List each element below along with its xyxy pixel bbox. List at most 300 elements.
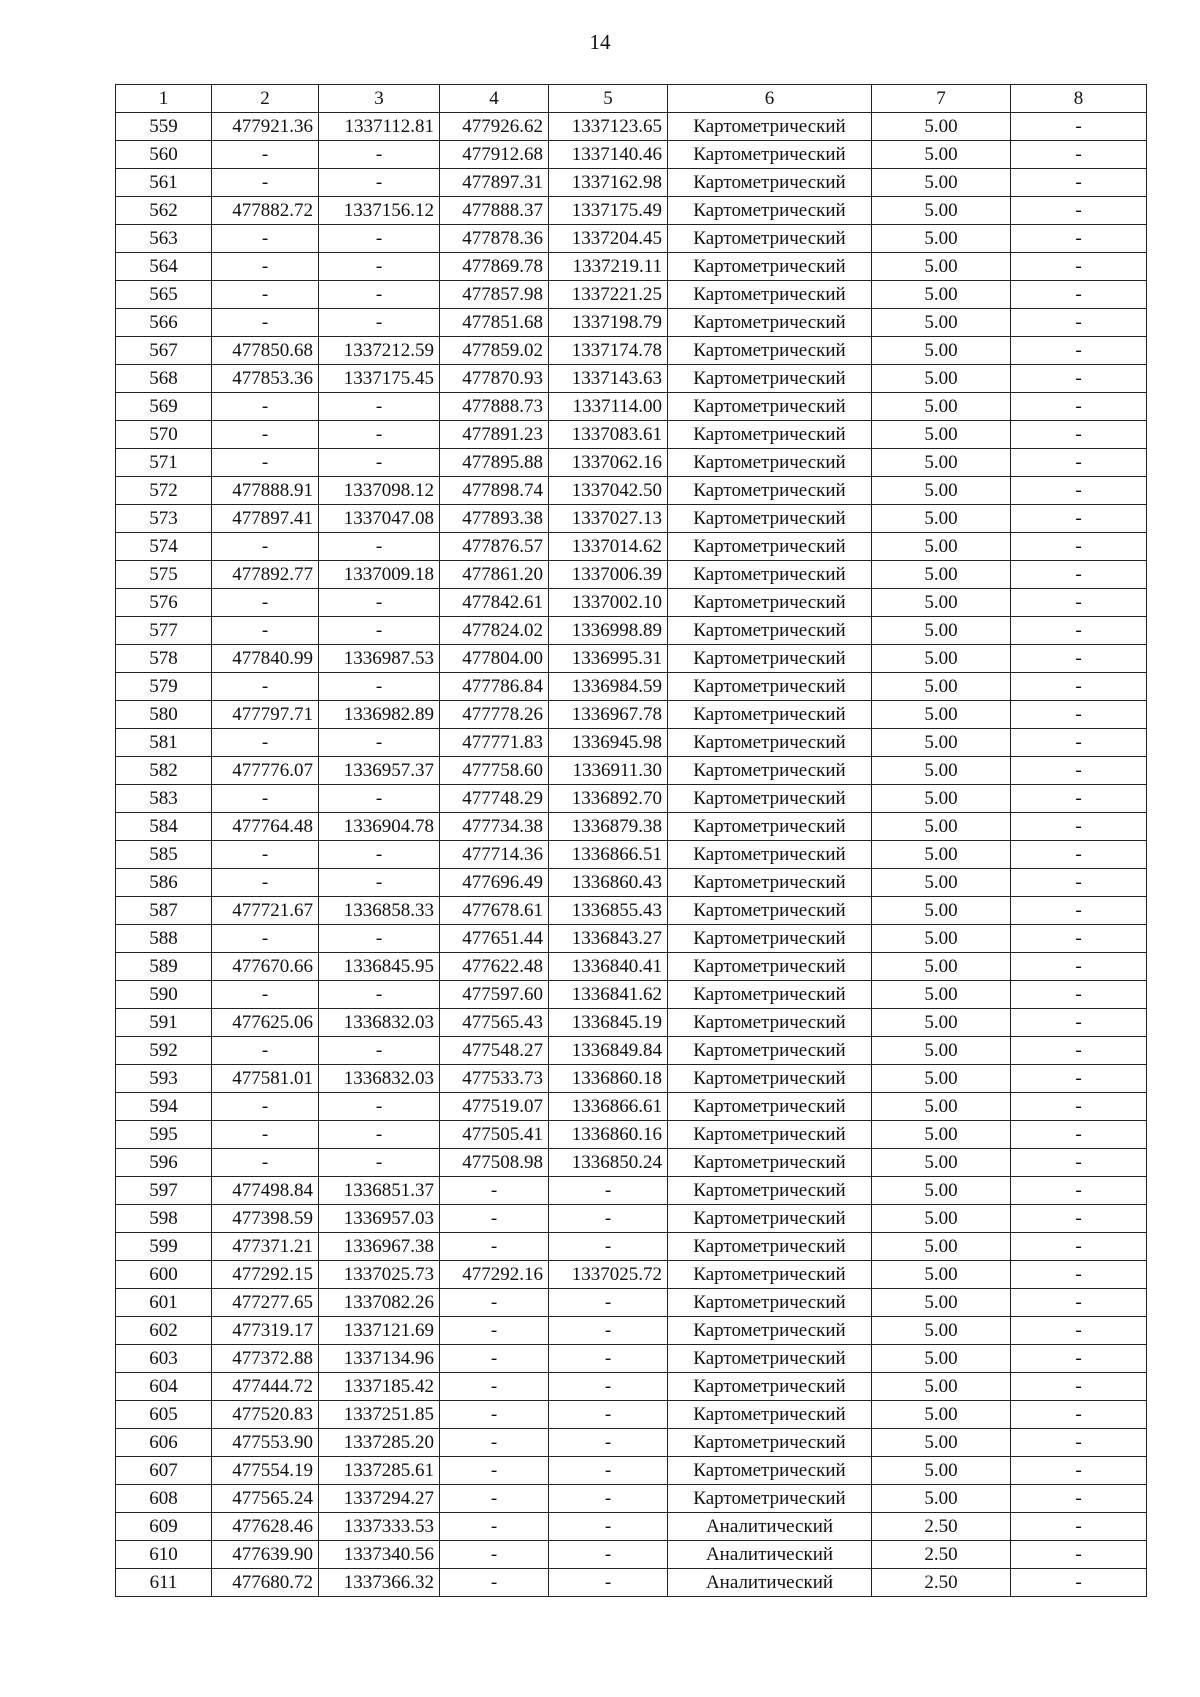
x-coordinate-cell: 477771.83 <box>440 729 549 757</box>
point-number-cell: 563 <box>116 225 212 253</box>
table-row <box>116 757 1147 785</box>
x-coordinate-cell: 477898.74 <box>440 477 549 505</box>
x-coordinate-cell: 477840.99 <box>212 645 319 673</box>
accuracy-cell: 5.00 <box>872 253 1011 281</box>
note-cell: - <box>1011 225 1147 253</box>
table-row <box>116 589 1147 617</box>
note-cell: - <box>1011 449 1147 477</box>
point-number-cell: 570 <box>116 421 212 449</box>
method-cell: Картометрический <box>668 785 872 813</box>
y-coordinate-cell: 1337143.63 <box>549 365 668 393</box>
accuracy-cell: 5.00 <box>872 1065 1011 1093</box>
x-coordinate-cell: - <box>212 1037 319 1065</box>
note-cell: - <box>1011 533 1147 561</box>
y-coordinate-cell: 1337185.42 <box>319 1373 440 1401</box>
x-coordinate-cell: 477778.26 <box>440 701 549 729</box>
table-row <box>116 813 1147 841</box>
x-coordinate-cell: 477565.43 <box>440 1009 549 1037</box>
column-header: 1 <box>116 85 212 113</box>
accuracy-cell: 5.00 <box>872 197 1011 225</box>
note-cell: - <box>1011 757 1147 785</box>
y-coordinate-cell: - <box>549 1513 668 1541</box>
x-coordinate-cell: - <box>440 1457 549 1485</box>
method-cell: Картометрический <box>668 1401 872 1429</box>
x-coordinate-cell: - <box>440 1177 549 1205</box>
x-coordinate-cell: 477764.48 <box>212 813 319 841</box>
x-coordinate-cell: 477292.15 <box>212 1261 319 1289</box>
x-coordinate-cell: 477554.19 <box>212 1457 319 1485</box>
method-cell: Картометрический <box>668 897 872 925</box>
accuracy-cell: 5.00 <box>872 897 1011 925</box>
method-cell: Картометрический <box>668 1289 872 1317</box>
x-coordinate-cell: 477651.44 <box>440 925 549 953</box>
y-coordinate-cell: - <box>319 281 440 309</box>
y-coordinate-cell: - <box>319 981 440 1009</box>
y-coordinate-cell: 1337027.13 <box>549 505 668 533</box>
table-row <box>116 645 1147 673</box>
x-coordinate-cell: - <box>440 1317 549 1345</box>
accuracy-cell: 5.00 <box>872 309 1011 337</box>
point-number-cell: 610 <box>116 1541 212 1569</box>
point-number-cell: 568 <box>116 365 212 393</box>
note-cell: - <box>1011 141 1147 169</box>
y-coordinate-cell: - <box>319 589 440 617</box>
method-cell: Картометрический <box>668 673 872 701</box>
page-number: 14 <box>589 30 611 54</box>
note-cell: - <box>1011 1485 1147 1513</box>
table-row <box>116 1429 1147 1457</box>
accuracy-cell: 5.00 <box>872 1121 1011 1149</box>
y-coordinate-cell: - <box>319 841 440 869</box>
table-row <box>116 1009 1147 1037</box>
accuracy-cell: 5.00 <box>872 1457 1011 1485</box>
table-body <box>116 113 1147 1597</box>
y-coordinate-cell: 1336855.43 <box>549 897 668 925</box>
x-coordinate-cell: 477893.38 <box>440 505 549 533</box>
y-coordinate-cell: 1336843.27 <box>549 925 668 953</box>
x-coordinate-cell: - <box>212 729 319 757</box>
accuracy-cell: 5.00 <box>872 1037 1011 1065</box>
note-cell: - <box>1011 869 1147 897</box>
point-number-cell: 593 <box>116 1065 212 1093</box>
y-coordinate-cell: 1337014.62 <box>549 533 668 561</box>
note-cell: - <box>1011 365 1147 393</box>
note-cell: - <box>1011 785 1147 813</box>
y-coordinate-cell: 1337204.45 <box>549 225 668 253</box>
y-coordinate-cell: 1337156.12 <box>319 197 440 225</box>
method-cell: Картометрический <box>668 617 872 645</box>
y-coordinate-cell: 1336945.98 <box>549 729 668 757</box>
note-cell: - <box>1011 1401 1147 1429</box>
note-cell: - <box>1011 1569 1147 1597</box>
accuracy-cell: 5.00 <box>872 1233 1011 1261</box>
table-row <box>116 701 1147 729</box>
table-row <box>116 141 1147 169</box>
column-header: 8 <box>1011 85 1147 113</box>
y-coordinate-cell: - <box>319 785 440 813</box>
point-number-cell: 588 <box>116 925 212 953</box>
method-cell: Картометрический <box>668 813 872 841</box>
method-cell: Картометрический <box>668 1317 872 1345</box>
y-coordinate-cell: 1337174.78 <box>549 337 668 365</box>
accuracy-cell: 5.00 <box>872 617 1011 645</box>
accuracy-cell: 5.00 <box>872 813 1011 841</box>
y-coordinate-cell: 1337251.85 <box>319 1401 440 1429</box>
accuracy-cell: 2.50 <box>872 1513 1011 1541</box>
x-coordinate-cell: 477850.68 <box>212 337 319 365</box>
x-coordinate-cell: - <box>440 1205 549 1233</box>
x-coordinate-cell: 477628.46 <box>212 1513 319 1541</box>
y-coordinate-cell: 1336911.30 <box>549 757 668 785</box>
x-coordinate-cell: 477748.29 <box>440 785 549 813</box>
point-number-cell: 597 <box>116 1177 212 1205</box>
table-row <box>116 1317 1147 1345</box>
method-cell: Картометрический <box>668 561 872 589</box>
y-coordinate-cell: - <box>319 1093 440 1121</box>
note-cell: - <box>1011 169 1147 197</box>
note-cell: - <box>1011 617 1147 645</box>
y-coordinate-cell: 1336957.03 <box>319 1205 440 1233</box>
table-row <box>116 1065 1147 1093</box>
table-row <box>116 533 1147 561</box>
y-coordinate-cell: 1337162.98 <box>549 169 668 197</box>
point-number-cell: 580 <box>116 701 212 729</box>
table-row <box>116 1373 1147 1401</box>
y-coordinate-cell: - <box>319 729 440 757</box>
y-coordinate-cell: - <box>319 617 440 645</box>
table-row <box>116 421 1147 449</box>
method-cell: Аналитический <box>668 1569 872 1597</box>
note-cell: - <box>1011 1149 1147 1177</box>
method-cell: Картометрический <box>668 281 872 309</box>
x-coordinate-cell: - <box>212 925 319 953</box>
y-coordinate-cell: 1336850.24 <box>549 1149 668 1177</box>
table-row <box>116 1233 1147 1261</box>
method-cell: Картометрический <box>668 869 872 897</box>
x-coordinate-cell: - <box>212 533 319 561</box>
x-coordinate-cell: 477680.72 <box>212 1569 319 1597</box>
table-row <box>116 925 1147 953</box>
y-coordinate-cell: 1336984.59 <box>549 673 668 701</box>
method-cell: Картометрический <box>668 225 872 253</box>
table-row <box>116 169 1147 197</box>
point-number-cell: 595 <box>116 1121 212 1149</box>
note-cell: - <box>1011 1541 1147 1569</box>
y-coordinate-cell: 1337294.27 <box>319 1485 440 1513</box>
table-row <box>116 1485 1147 1513</box>
note-cell: - <box>1011 1317 1147 1345</box>
x-coordinate-cell: 477804.00 <box>440 645 549 673</box>
note-cell: - <box>1011 729 1147 757</box>
y-coordinate-cell: 1337083.61 <box>549 421 668 449</box>
table-row <box>116 1541 1147 1569</box>
y-coordinate-cell: 1337009.18 <box>319 561 440 589</box>
x-coordinate-cell: - <box>212 1149 319 1177</box>
table-row <box>116 197 1147 225</box>
note-cell: - <box>1011 1177 1147 1205</box>
note-cell: - <box>1011 701 1147 729</box>
table-row <box>116 729 1147 757</box>
table-row <box>116 337 1147 365</box>
method-cell: Картометрический <box>668 1233 872 1261</box>
note-cell: - <box>1011 813 1147 841</box>
y-coordinate-cell: - <box>549 1177 668 1205</box>
y-coordinate-cell: 1337123.65 <box>549 113 668 141</box>
table-row <box>116 477 1147 505</box>
table-row <box>116 897 1147 925</box>
accuracy-cell: 5.00 <box>872 1009 1011 1037</box>
method-cell: Картометрический <box>668 1037 872 1065</box>
x-coordinate-cell: 477565.24 <box>212 1485 319 1513</box>
method-cell: Картометрический <box>668 449 872 477</box>
point-number-cell: 577 <box>116 617 212 645</box>
point-number-cell: 591 <box>116 1009 212 1037</box>
note-cell: - <box>1011 1289 1147 1317</box>
note-cell: - <box>1011 393 1147 421</box>
table-row <box>116 981 1147 1009</box>
accuracy-cell: 5.00 <box>872 477 1011 505</box>
point-number-cell: 606 <box>116 1429 212 1457</box>
point-number-cell: 565 <box>116 281 212 309</box>
note-cell: - <box>1011 421 1147 449</box>
table-row <box>116 1261 1147 1289</box>
x-coordinate-cell: 477891.23 <box>440 421 549 449</box>
y-coordinate-cell: - <box>549 1233 668 1261</box>
point-number-cell: 605 <box>116 1401 212 1429</box>
y-coordinate-cell: - <box>319 869 440 897</box>
y-coordinate-cell: 1336982.89 <box>319 701 440 729</box>
x-coordinate-cell: 477678.61 <box>440 897 549 925</box>
y-coordinate-cell: - <box>319 309 440 337</box>
accuracy-cell: 5.00 <box>872 757 1011 785</box>
y-coordinate-cell: - <box>549 1429 668 1457</box>
accuracy-cell: 5.00 <box>872 449 1011 477</box>
method-cell: Картометрический <box>668 1261 872 1289</box>
y-coordinate-cell: 1336840.41 <box>549 953 668 981</box>
method-cell: Картометрический <box>668 141 872 169</box>
method-cell: Картометрический <box>668 981 872 1009</box>
accuracy-cell: 5.00 <box>872 337 1011 365</box>
table-row <box>116 253 1147 281</box>
point-number-cell: 584 <box>116 813 212 841</box>
y-coordinate-cell: - <box>319 393 440 421</box>
note-cell: - <box>1011 1205 1147 1233</box>
table-row <box>116 841 1147 869</box>
y-coordinate-cell: - <box>549 1401 668 1429</box>
y-coordinate-cell: 1337140.46 <box>549 141 668 169</box>
accuracy-cell: 5.00 <box>872 589 1011 617</box>
table-row <box>116 1345 1147 1373</box>
y-coordinate-cell: 1336892.70 <box>549 785 668 813</box>
method-cell: Картометрический <box>668 1485 872 1513</box>
point-number-cell: 592 <box>116 1037 212 1065</box>
accuracy-cell: 5.00 <box>872 533 1011 561</box>
x-coordinate-cell: - <box>212 617 319 645</box>
column-header: 2 <box>212 85 319 113</box>
note-cell: - <box>1011 253 1147 281</box>
x-coordinate-cell: 477897.31 <box>440 169 549 197</box>
point-number-cell: 582 <box>116 757 212 785</box>
method-cell: Картометрический <box>668 925 872 953</box>
method-cell: Картометрический <box>668 841 872 869</box>
x-coordinate-cell: 477548.27 <box>440 1037 549 1065</box>
y-coordinate-cell: 1336957.37 <box>319 757 440 785</box>
x-coordinate-cell: 477897.41 <box>212 505 319 533</box>
method-cell: Картометрический <box>668 1345 872 1373</box>
accuracy-cell: 5.00 <box>872 1345 1011 1373</box>
x-coordinate-cell: 477553.90 <box>212 1429 319 1457</box>
accuracy-cell: 5.00 <box>872 1289 1011 1317</box>
x-coordinate-cell: - <box>212 225 319 253</box>
y-coordinate-cell: 1337025.72 <box>549 1261 668 1289</box>
x-coordinate-cell: 477926.62 <box>440 113 549 141</box>
y-coordinate-cell: - <box>319 1037 440 1065</box>
accuracy-cell: 5.00 <box>872 953 1011 981</box>
note-cell: - <box>1011 113 1147 141</box>
point-number-cell: 571 <box>116 449 212 477</box>
y-coordinate-cell: 1336967.38 <box>319 1233 440 1261</box>
accuracy-cell: 5.00 <box>872 1177 1011 1205</box>
method-cell: Картометрический <box>668 477 872 505</box>
x-coordinate-cell: 477292.16 <box>440 1261 549 1289</box>
point-number-cell: 564 <box>116 253 212 281</box>
table-row <box>116 1093 1147 1121</box>
y-coordinate-cell: 1337002.10 <box>549 589 668 617</box>
table-row <box>116 281 1147 309</box>
x-coordinate-cell: 477824.02 <box>440 617 549 645</box>
x-coordinate-cell: - <box>440 1289 549 1317</box>
y-coordinate-cell: 1336845.95 <box>319 953 440 981</box>
x-coordinate-cell: 477842.61 <box>440 589 549 617</box>
y-coordinate-cell: 1336849.84 <box>549 1037 668 1065</box>
y-coordinate-cell: - <box>549 1569 668 1597</box>
y-coordinate-cell: - <box>549 1485 668 1513</box>
table-row <box>116 365 1147 393</box>
y-coordinate-cell: 1337006.39 <box>549 561 668 589</box>
accuracy-cell: 5.00 <box>872 925 1011 953</box>
table-row <box>116 617 1147 645</box>
x-coordinate-cell: 477888.37 <box>440 197 549 225</box>
y-coordinate-cell: 1337221.25 <box>549 281 668 309</box>
coordinates-table <box>115 84 1147 1597</box>
table-row <box>116 561 1147 589</box>
y-coordinate-cell: 1336832.03 <box>319 1009 440 1037</box>
x-coordinate-cell: 477857.98 <box>440 281 549 309</box>
table-row <box>116 1205 1147 1233</box>
x-coordinate-cell: - <box>440 1233 549 1261</box>
y-coordinate-cell: 1336860.16 <box>549 1121 668 1149</box>
y-coordinate-cell: 1337212.59 <box>319 337 440 365</box>
point-number-cell: 596 <box>116 1149 212 1177</box>
y-coordinate-cell: 1336832.03 <box>319 1065 440 1093</box>
x-coordinate-cell: - <box>440 1401 549 1429</box>
column-header: 3 <box>319 85 440 113</box>
x-coordinate-cell: 477398.59 <box>212 1205 319 1233</box>
accuracy-cell: 5.00 <box>872 785 1011 813</box>
x-coordinate-cell: - <box>212 393 319 421</box>
note-cell: - <box>1011 897 1147 925</box>
table-row <box>116 1289 1147 1317</box>
y-coordinate-cell: - <box>319 421 440 449</box>
column-header: 6 <box>668 85 872 113</box>
point-number-cell: 598 <box>116 1205 212 1233</box>
point-number-cell: 601 <box>116 1289 212 1317</box>
x-coordinate-cell: - <box>212 169 319 197</box>
x-coordinate-cell: 477498.84 <box>212 1177 319 1205</box>
method-cell: Картометрический <box>668 421 872 449</box>
x-coordinate-cell: 477797.71 <box>212 701 319 729</box>
table-row <box>116 1121 1147 1149</box>
accuracy-cell: 5.00 <box>872 561 1011 589</box>
x-coordinate-cell: - <box>212 981 319 1009</box>
y-coordinate-cell: 1337082.26 <box>319 1289 440 1317</box>
table-row <box>116 1401 1147 1429</box>
y-coordinate-cell: 1337042.50 <box>549 477 668 505</box>
x-coordinate-cell: - <box>440 1513 549 1541</box>
x-coordinate-cell: 477878.36 <box>440 225 549 253</box>
y-coordinate-cell: 1337175.45 <box>319 365 440 393</box>
accuracy-cell: 5.00 <box>872 701 1011 729</box>
x-coordinate-cell: 477639.90 <box>212 1541 319 1569</box>
method-cell: Картометрический <box>668 337 872 365</box>
point-number-cell: 569 <box>116 393 212 421</box>
x-coordinate-cell: 477519.07 <box>440 1093 549 1121</box>
x-coordinate-cell: 477758.60 <box>440 757 549 785</box>
y-coordinate-cell: 1337198.79 <box>549 309 668 337</box>
point-number-cell: 583 <box>116 785 212 813</box>
y-coordinate-cell: 1337098.12 <box>319 477 440 505</box>
x-coordinate-cell: 477870.93 <box>440 365 549 393</box>
point-number-cell: 566 <box>116 309 212 337</box>
method-cell: Картометрический <box>668 393 872 421</box>
accuracy-cell: 5.00 <box>872 1205 1011 1233</box>
note-cell: - <box>1011 1037 1147 1065</box>
x-coordinate-cell: 477625.06 <box>212 1009 319 1037</box>
note-cell: - <box>1011 1261 1147 1289</box>
table-row <box>116 673 1147 701</box>
accuracy-cell: 5.00 <box>872 673 1011 701</box>
table-row <box>116 1569 1147 1597</box>
note-cell: - <box>1011 1233 1147 1261</box>
point-number-cell: 567 <box>116 337 212 365</box>
y-coordinate-cell: 1336998.89 <box>549 617 668 645</box>
x-coordinate-cell: - <box>212 449 319 477</box>
y-coordinate-cell: 1337366.32 <box>319 1569 440 1597</box>
y-coordinate-cell: 1337121.69 <box>319 1317 440 1345</box>
note-cell: - <box>1011 925 1147 953</box>
x-coordinate-cell: 477888.91 <box>212 477 319 505</box>
point-number-cell: 576 <box>116 589 212 617</box>
note-cell: - <box>1011 1373 1147 1401</box>
method-cell: Картометрический <box>668 1065 872 1093</box>
point-number-cell: 562 <box>116 197 212 225</box>
table-row <box>116 869 1147 897</box>
x-coordinate-cell: 477277.65 <box>212 1289 319 1317</box>
y-coordinate-cell: - <box>319 673 440 701</box>
note-cell: - <box>1011 477 1147 505</box>
accuracy-cell: 5.00 <box>872 421 1011 449</box>
x-coordinate-cell: 477776.07 <box>212 757 319 785</box>
method-cell: Картометрический <box>668 1093 872 1121</box>
y-coordinate-cell: - <box>549 1541 668 1569</box>
y-coordinate-cell: - <box>319 253 440 281</box>
accuracy-cell: 5.00 <box>872 645 1011 673</box>
x-coordinate-cell: 477372.88 <box>212 1345 319 1373</box>
x-coordinate-cell: 477597.60 <box>440 981 549 1009</box>
x-coordinate-cell: 477876.57 <box>440 533 549 561</box>
accuracy-cell: 5.00 <box>872 141 1011 169</box>
x-coordinate-cell: - <box>212 253 319 281</box>
